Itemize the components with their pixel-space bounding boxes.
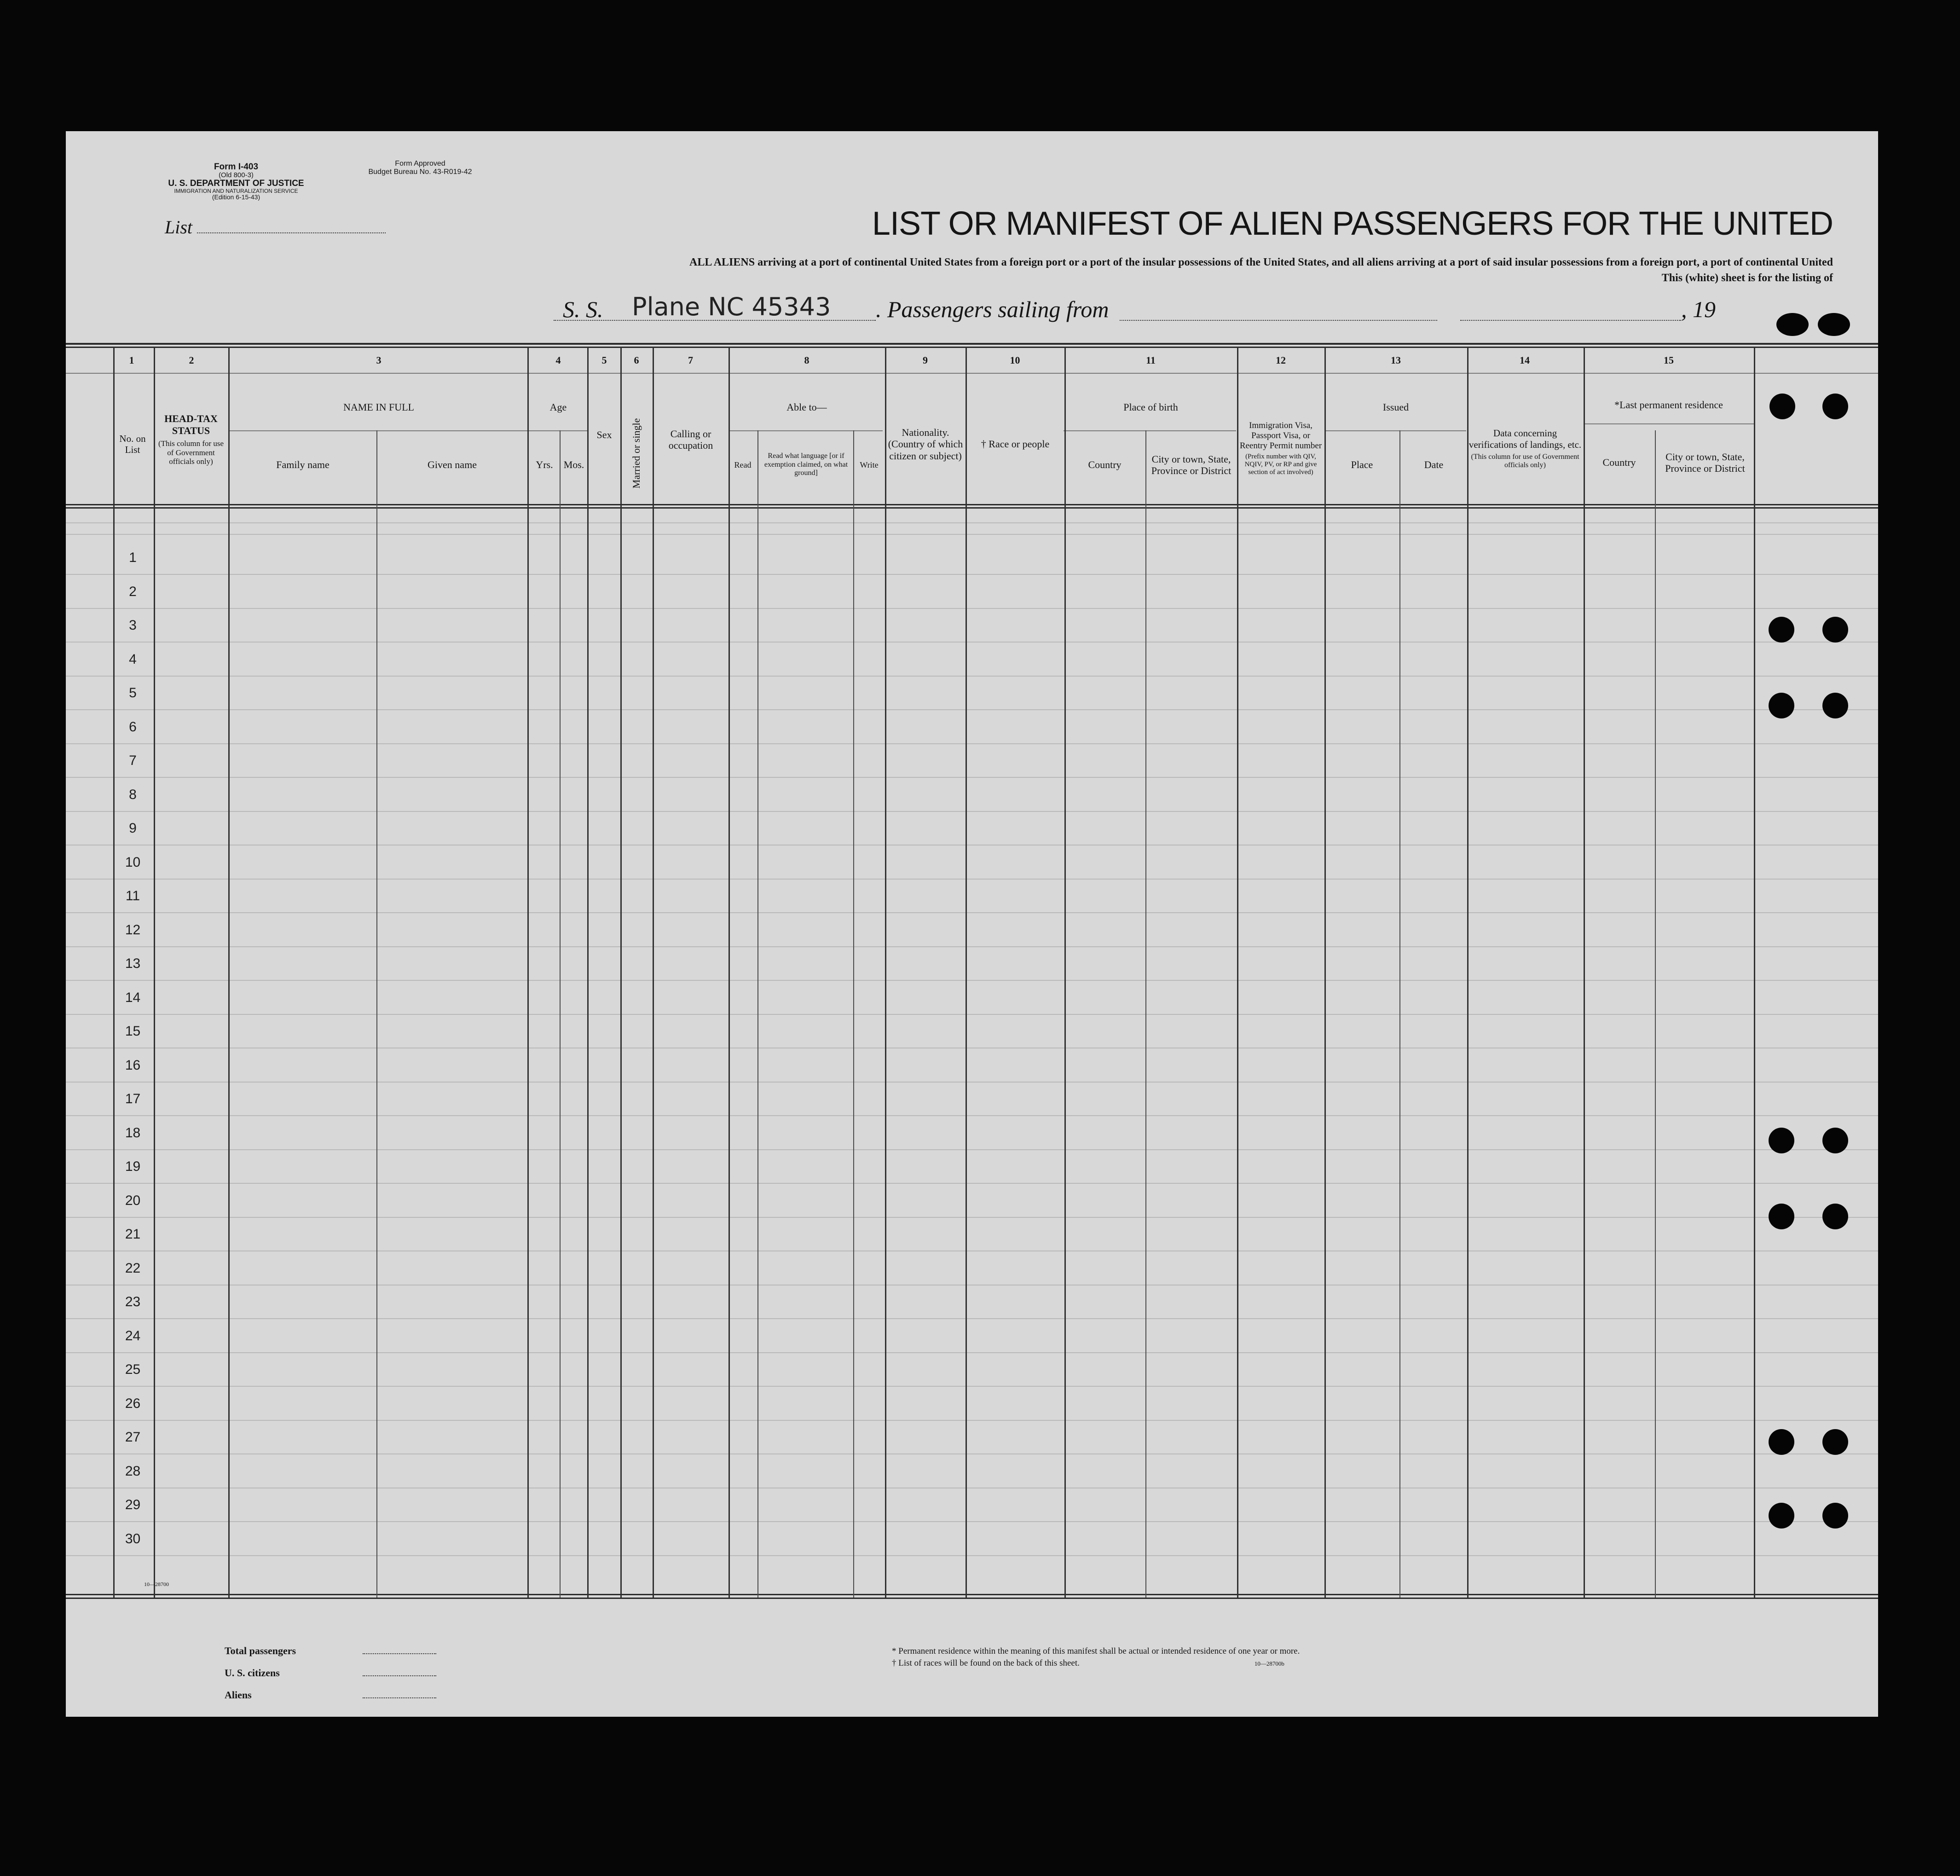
row-rule	[66, 980, 1878, 981]
column-number-rule	[66, 373, 1878, 374]
aliens-label: Aliens	[225, 1689, 252, 1701]
column-divider	[228, 347, 230, 1598]
punch-hole	[1769, 1429, 1794, 1455]
row-number: 15	[125, 1024, 141, 1039]
header-sex: Sex	[596, 429, 612, 441]
table-bottom-rule	[66, 1594, 1878, 1595]
sub-column-divider	[1145, 430, 1146, 1598]
punch-hole	[1818, 313, 1850, 336]
row-rule	[66, 522, 1878, 523]
punch-hole	[1822, 1429, 1848, 1455]
row-rule	[66, 946, 1878, 947]
header-name-in-full: NAME IN FULL	[343, 401, 414, 413]
row-rule	[66, 743, 1878, 744]
aliens-blank	[363, 1697, 436, 1698]
punch-hole	[1769, 617, 1794, 643]
column-divider	[1064, 347, 1066, 1598]
us-citizens-blank	[363, 1675, 436, 1676]
punch-hole	[1822, 1503, 1848, 1529]
header-residence-city: City or town, State, Province or District	[1665, 451, 1745, 474]
header-nationality: Nationality. (Country of which citizen or subject)	[888, 427, 963, 462]
footnote-permanent: * Permanent residence within the meaning of this manifest shall be actual or intended residence of one year or more.	[892, 1646, 1300, 1656]
footnote-races-text: † List of races will be found on the back of this sheet.	[892, 1658, 1080, 1668]
row-rule	[66, 879, 1878, 880]
col-num-9: 9	[923, 354, 928, 366]
column-divider	[154, 347, 155, 1598]
sub-column-divider	[1399, 430, 1400, 1598]
vessel-line	[498, 292, 1833, 329]
col-num-4: 4	[555, 354, 561, 366]
row-rule	[66, 574, 1878, 575]
col-num-15: 15	[1664, 354, 1674, 366]
table-top-rule	[66, 343, 1878, 345]
row-number: 20	[125, 1193, 141, 1208]
header-bottom-rule-2	[66, 507, 1878, 509]
header-last-residence: *Last permanent residence	[1614, 399, 1723, 411]
total-passengers-row	[225, 1640, 519, 1662]
footnote-races	[892, 1657, 1490, 1670]
header-race: † Race or people	[981, 438, 1050, 450]
us-citizens-label: U. S. citizens	[225, 1667, 280, 1679]
punch-hole	[1769, 693, 1794, 718]
list-blank	[197, 232, 386, 233]
col-num-3: 3	[376, 354, 382, 366]
header-head-tax	[155, 403, 227, 476]
header-visa	[1237, 396, 1324, 502]
list-label: List	[165, 217, 193, 237]
totals-block	[225, 1640, 519, 1706]
year-label: , 19	[1681, 296, 1716, 322]
col-num-14: 14	[1520, 354, 1530, 366]
header-bottom-rule	[66, 504, 1878, 505]
row-number: 16	[125, 1058, 141, 1073]
approval-block	[351, 160, 489, 176]
header-no-on-list: No. on List	[119, 433, 146, 455]
punch-hole	[1822, 617, 1848, 643]
row-rule	[66, 912, 1878, 913]
header-issued-date: Date	[1424, 459, 1444, 471]
row-rule	[66, 1386, 1878, 1387]
header-birth-city: City or town, State, Province or District	[1151, 453, 1232, 476]
manifest-title: LIST OR MANIFEST OF ALIEN PASSENGERS FOR THE UNITED	[872, 205, 1833, 242]
header-issued-place: Place	[1351, 459, 1373, 471]
column-divider	[653, 347, 654, 1598]
us-citizens-row	[225, 1662, 519, 1684]
row-number: 17	[125, 1091, 141, 1106]
header-family-name: Family name	[276, 459, 330, 471]
row-rule	[66, 1318, 1878, 1319]
birth-sub-rule	[1064, 430, 1236, 431]
ss-prefix: S. S.	[563, 296, 603, 322]
punch-hole	[1822, 693, 1848, 718]
row-number: 18	[125, 1125, 141, 1141]
header-able-to: Able to—	[786, 401, 827, 413]
col-num-13: 13	[1391, 354, 1401, 366]
row-number: 2	[129, 584, 137, 599]
row-number: 28	[125, 1464, 141, 1479]
col-num-7: 7	[688, 354, 693, 366]
column-divider	[966, 347, 967, 1598]
row-rule	[66, 534, 1878, 535]
header-age: Age	[549, 401, 567, 413]
row-number: 8	[129, 787, 137, 802]
service-name: IMMIGRATION AND NATURALIZATION SERVICE	[174, 187, 298, 194]
header-read-language: Read what language [or if exemption claimed, on what ground]	[764, 452, 848, 477]
row-rule	[66, 1217, 1878, 1218]
row-number: 7	[129, 753, 137, 768]
col-num-1: 1	[129, 354, 134, 366]
punch-hole	[1822, 394, 1848, 419]
row-number: 13	[125, 956, 141, 971]
footnotes	[892, 1645, 1490, 1670]
col-num-2: 2	[189, 354, 194, 366]
issued-sub-rule	[1324, 430, 1466, 431]
table-bottom-rule-2	[66, 1598, 1878, 1599]
row-number: 25	[125, 1362, 141, 1377]
row-number: 12	[125, 922, 141, 938]
form-old-number: (Old 800-3)	[219, 171, 254, 179]
header-calling: Calling or occupation	[668, 428, 713, 451]
row-rule	[66, 608, 1878, 609]
row-number: 21	[125, 1227, 141, 1242]
header-mos: Mos.	[563, 459, 584, 471]
header-issued: Issued	[1382, 401, 1409, 413]
head-tax-note: (This column for use of Government officials only)	[158, 439, 224, 466]
col-num-5: 5	[601, 354, 607, 366]
row-number: 22	[125, 1261, 141, 1276]
column-divider	[1237, 347, 1238, 1598]
column-divider	[527, 347, 529, 1598]
sub-column-divider	[853, 430, 854, 1598]
age-sub-rule	[528, 430, 588, 431]
row-rule	[66, 709, 1878, 710]
header-place-of-birth: Place of birth	[1123, 401, 1178, 413]
column-divider	[620, 347, 622, 1598]
punch-hole	[1822, 1128, 1848, 1153]
row-number: 9	[129, 821, 137, 836]
vessel-blank	[554, 320, 876, 321]
data-concerning-label: Data concerning verifications of landings, etc.	[1469, 428, 1582, 450]
header-read: Read	[734, 460, 752, 469]
row-number: 14	[125, 990, 141, 1005]
department-name: U. S. DEPARTMENT OF JUSTICE	[168, 178, 304, 188]
row-rule	[66, 1555, 1878, 1556]
row-number: 4	[129, 652, 137, 667]
vessel-name-handwritten: Plane NC 45343	[632, 292, 831, 321]
total-passengers-blank	[363, 1653, 436, 1654]
row-rule	[66, 1420, 1878, 1421]
row-rule	[66, 1115, 1878, 1116]
punch-hole	[1769, 1204, 1794, 1229]
sailing-from-blank	[1120, 320, 1437, 321]
visa-note: (Prefix number with QIV, NQIV, PV, or RP and give section of act involved)	[1244, 452, 1317, 476]
header-write: Write	[860, 460, 879, 469]
column-divider	[1467, 347, 1469, 1598]
row-number: 1	[129, 550, 137, 565]
col-num-6: 6	[634, 354, 639, 366]
row-rule	[66, 642, 1878, 643]
form-id-block	[144, 162, 328, 201]
punch-hole	[1776, 313, 1809, 336]
row-rule	[66, 1082, 1878, 1083]
row-rule	[66, 1149, 1878, 1150]
header-yrs: Yrs.	[536, 459, 553, 471]
row-number: 26	[125, 1396, 141, 1411]
manifest-subtitle: ALL ALIENS arriving at a port of continental United States from a foreign port or a port of the insular possessions of the United States, and all aliens arriving at a port of said insular possessions from a foreign port, a port of continental United	[689, 256, 1833, 268]
row-number: 29	[125, 1497, 141, 1512]
column-divider	[1584, 347, 1585, 1598]
header-data-concerning	[1468, 398, 1582, 499]
row-number: 30	[125, 1531, 141, 1546]
total-passengers-label: Total passengers	[225, 1645, 296, 1656]
printer-mark: 10—28700	[144, 1581, 169, 1587]
approval-text: Form Approved	[395, 160, 445, 168]
header-birth-country: Country	[1088, 459, 1122, 471]
row-rule	[66, 1521, 1878, 1522]
row-number: 19	[125, 1159, 141, 1174]
table-top-rule-2	[66, 347, 1878, 348]
punch-hole	[1822, 1204, 1848, 1229]
row-number: 27	[125, 1430, 141, 1445]
col-num-11: 11	[1146, 354, 1156, 366]
punch-hole	[1769, 1503, 1794, 1529]
header-given-name: Given name	[428, 459, 477, 471]
column-divider	[885, 347, 886, 1598]
name-sub-rule	[229, 430, 527, 431]
row-rule	[66, 1453, 1878, 1454]
col-num-8: 8	[804, 354, 809, 366]
row-rule	[66, 777, 1878, 778]
sailing-from-label: . Passengers sailing from	[876, 296, 1109, 322]
head-tax-label: HEAD-TAX STATUS	[164, 413, 218, 436]
row-rule	[66, 811, 1878, 812]
header-residence-country: Country	[1602, 457, 1636, 469]
row-rule	[66, 676, 1878, 677]
row-number: 10	[125, 855, 141, 870]
row-number: 6	[129, 719, 137, 735]
punch-hole	[1769, 394, 1795, 419]
row-rule	[66, 1014, 1878, 1015]
column-divider	[1324, 347, 1326, 1598]
aliens-row	[225, 1684, 519, 1706]
sailing-date-blank	[1460, 320, 1681, 321]
col-num-10: 10	[1010, 354, 1020, 366]
sub-column-divider	[757, 430, 758, 1598]
row-number: 3	[129, 618, 137, 633]
form-number: Form I-403	[214, 162, 259, 172]
sub-column-divider	[560, 430, 561, 1598]
sub-column-divider	[376, 430, 377, 1598]
punch-hole	[1769, 1128, 1794, 1153]
column-divider	[1754, 347, 1755, 1598]
able-sub-rule	[728, 430, 883, 431]
visa-label: Immigration Visa, Passport Visa, or Reentry Permit number	[1239, 421, 1322, 451]
list-field	[165, 216, 386, 238]
row-number: 24	[125, 1328, 141, 1343]
row-rule	[66, 1183, 1878, 1184]
data-concerning-note: (This column for use of Government officials only)	[1471, 452, 1579, 469]
row-number: 11	[125, 888, 140, 903]
footnote-printer: 10—28700b	[1254, 1660, 1284, 1667]
residence-sub-rule	[1584, 423, 1754, 424]
row-rule	[66, 1352, 1878, 1353]
col-num-12: 12	[1276, 354, 1286, 366]
column-divider	[728, 347, 730, 1598]
sub-column-divider	[1655, 430, 1656, 1598]
row-number: 23	[125, 1294, 141, 1309]
manifest-subtitle-2: This (white) sheet is for the listing of	[1661, 272, 1833, 284]
header-married: Married or single	[630, 418, 642, 489]
row-number: 5	[129, 685, 137, 701]
column-divider	[587, 347, 589, 1598]
manifest-sheet	[66, 131, 1878, 1717]
form-edition: (Edition 6-15-43)	[212, 193, 260, 201]
budget-text: Budget Bureau No. 43-R019-42	[368, 168, 472, 176]
